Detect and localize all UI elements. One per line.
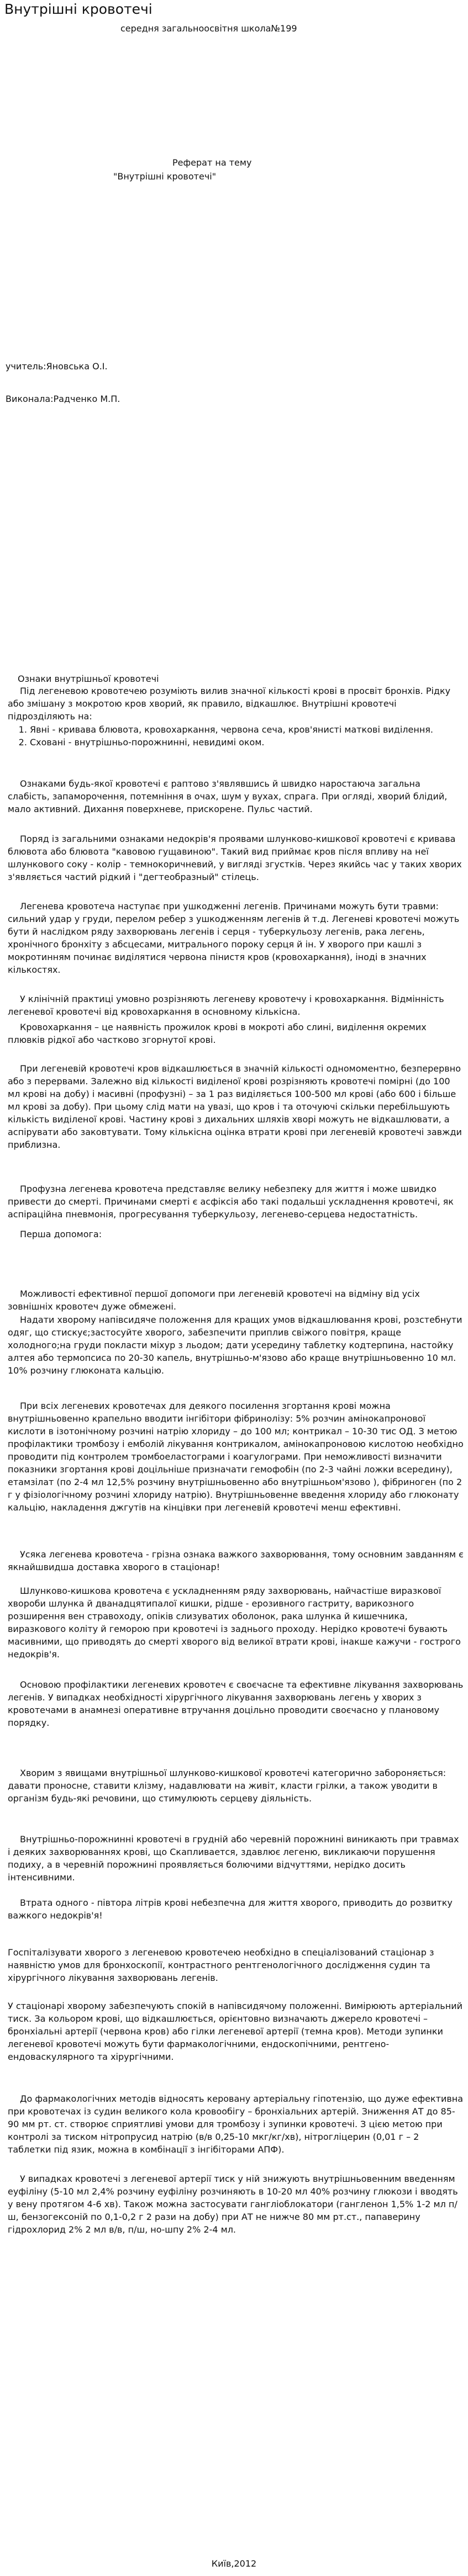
author-line: Виконала:Радченко М.П. <box>6 394 120 404</box>
essay-label: Реферат на тему <box>172 157 252 168</box>
paragraph: У випадках кровотечі з легеневої артерії тиск у ній знижують внутрішньовенним введенням еуфіліну (5-10 мл 2,4% розчину еуфіліну розчиняють в 10-20 мл 40% розчину глюкози і вводять у вену протягом 4-6 хв). Також можна застосувати гангліоблокатори (гангленон 1,5% 1-2 мл п/ш, бензогексоній по 0,1-0,2 г 2 рази на добу) при АТ не нижче 80 мм рт.ст., папаверину гідрохлорид 2% 2 мл в/в, п/ш, но-шпу 2% 2-4 мл. <box>8 2174 458 2235</box>
paragraph: Легенева кровотеча наступає при ушкодженні легенів. Причинами можуть бути травми: сильний удар у груди, перелом ребер з ушкодженням легенів й т.д. Легеневі кровотечі можуть бути й наслідком ряду захворювань легенів і серця - туберкульозу легенів, рака легень, хронічного бронхіту з абсцесами, митрального пороку серця й ін. У хворого при кашлі з мокротинням починає виділятися червона пінистя кров (кровохаркання), іноді в значних кількостях. <box>8 901 460 975</box>
paragraph: Втрата одного - півтора літрів крові небезпечна для життя хворого, приводить до розвитку важкого недокрів'я! <box>8 1897 453 1921</box>
paragraph: Внутрішньо-порожнинні кровотечі в грудній або черевній порожнині виникають при травмах і деяких захворюваннях крові, що Скапливается, здавлює легеню, викликаючи порушення подиху, а в черевній порожнині проявляється болючими відчуттями, нерідко досить інтенсивними. <box>8 1834 459 1883</box>
section-heading-signs: Ознаки внутрішньої кровотечі <box>18 674 159 684</box>
essay-topic: "Внутрішні кровотечі" <box>113 171 217 182</box>
document-title: Внутрішні кровотечі <box>4 1 153 17</box>
paragraph: При всіх легеневих кровотечах для деякого посилення згортання крові можна внутрішньовенно крапельно вводити інгібітори фібринолізу: 5% розчин амінокапронової кислоти в ізотонічному розчині натрію хлориду – до 100 мл; контрикал – 10-30 тис ОД. З метою профілактики тромбозу і емболій лікування контрикалом, амінокапроновою кислотою необхідно проводити під контролем тромбоеластограми і коагулограми. При неможливості визначити показники згортання крові доцільніше призначати гемофобін (по 2-3 чайні ложки всередину), етамзілат (по 2-4 мл 12,5% розчину внутрішньовенно або внутрішньом'язово ), фібриноген (по 2 г у фізіологічному розчині хлориду натрію). Внутрішньовенне введення хлориду або глюконату кальцію, накладення джгутів на кінцівки при легеневій кровотечі менш ефективні. <box>8 1401 464 1513</box>
paragraph: Профузна легенева кровотеча представляє велику небезпеку для життя і може швидко привести до смерті. Причинами смерті є асфіксія або такі подальші ускладнення кровотечі, як аспіраційна пневмонія, прогресування туберкульозу, легенево-серцева недостатність. <box>8 1184 454 1220</box>
paragraph: Під легеневою кровотечею розуміють вилив значної кількості крові в просвіт бронхів. Рідку або змішану з мокротою кров хворий, як правило, відкашлює. Внутрішні кровотечі підрозділяють на: <box>8 686 451 722</box>
paragraph: Шлунково-кишкова кровотеча є ускладненням ряду захворювань, найчастіше виразкової хвороби шлунка й дванадцятипалої кишки, рідше - ерозивного гастриту, варикозного розширення вен стравоходу, опіків слизуватих оболонок, рака шлунка й кишечника, виразкового коліту й геморою при кровотечі із заднього проходу. Нерідко кровотечі бувають масивними, що приводять до смерті хворого від великої втрати крові, інакше кажучи - гострого недокрів'я. <box>8 1586 461 1660</box>
school-name: середня загальноосвітня школа№199 <box>120 23 297 34</box>
paragraph: Госпіталізувати хворого з легеневою кровотечею необхідно в спеціалізований стаціонар з наявністю умов для бронхоскопії, контрастного рентгенологічного дослідження судин та хірургічного лікування захворювань легенів. <box>8 1947 434 1983</box>
list-item: 1. Явні - кривава блювота, кровохаркання, червона сеча, кров'янисті маткові виділення. <box>30 723 468 736</box>
bleeding-types-list <box>8 723 468 749</box>
paragraph: Можливості ефективної першої допомоги при легеневій кровотечі на відміну від усіх зовнішніх кровотеч дуже обмежені. <box>8 1289 420 1312</box>
teacher-line: учитель:Яновська О.І. <box>6 361 108 372</box>
section-heading-aid: Перша допомога: <box>20 1229 102 1239</box>
paragraph: Хворим з явищами внутрішньої шлунково-кишкової кровотечі категорично забороняється: давати проносне, ставити клізму, надавлювати на живіт, класти грілки, а також уводити в організм будь-які речовини, що стимулюють серцеву діяльність. <box>8 1768 446 1804</box>
paragraph: У клінічній практиці умовно розрізняють легеневу кровотечу і кровохаркання. Відмінність легеневої кровотечі від кровохаркання в основному кількісна. <box>8 994 444 1017</box>
paragraph: Поряд із загальними ознаками недокрів'я проявами шлунково-кишкової кровотечі є кривава блювота або блювота "кавовою гущавиною". Такий вид приймає кров після впливу на неї шлункового соку - колір - темнокоричневий, у вигляді згустків. Через якийсь час у таких хворих з'являється частий рідкий і "дегтеобразный" стілець. <box>8 834 462 882</box>
paragraph: Кровохаркання – це наявність прожилок крові в мокроті або слині, виділення окремих плювків рідкої або частково згорнутої крові. <box>8 1022 427 1045</box>
list-item: 2. Сховані - внутрішньо-порожнинні, невидимі оком. <box>30 736 468 749</box>
footer-city-year: Київ,2012 <box>211 2558 257 2569</box>
paragraph: До фармакологічних методів відносять керовану артеріальну гіпотензію, що дуже ефективна при кровотечах із судин великого кола кровообігу – бронхіальних артерій. Зниження АТ до 85-90 мм рт. ст. створює сприятливі умови для тромбозу і зупинки кровотечі. З цією метою при контролі за тиском нітропрусид натрію (в/в 0,25-10 мкг/кг/хв), нітрогліцерин (0,01 г – 2 таблетки під язик, можна в комбінації з інгібіторами АПФ). <box>8 2093 464 2155</box>
paragraph: У стаціонарі хворому забезпечують спокій в напівсидячому положенні. Вимірюють артеріальний тиск. За кольором крові, що відкашлюється, орієнтовно визначають джерело кровотечі – бронхіальні артерії (червона кров) або гілки легеневої артерії (темна кров). Методи зупинки легеневої кровотечі можуть бути фармакологічними, ендоскопічними, рентгено-ендоваскулярного та хірургічними. <box>8 2001 462 2062</box>
paragraph: Усяка легенева кровотеча - грізна ознака важкого захворювання, тому основним завданням є якнайшвидша доставка хворого в стаціонар! <box>8 1549 464 1572</box>
paragraph: Ознаками будь-якої кровотечі є раптово з'являвшись й швидко наростаюча загальна слабість, запаморочення, потемніння в очах, шум у вухах, спрага. При огляді, хворий блідий, мало активний. Дихання поверхневе, прискорене. Пульс частий. <box>8 778 448 814</box>
paragraph: Надати хворому напівсидяче положення для кращих умов відкашлювання крові, розстебнути одяг, що стискує;застосуйте хворого, забезпечити приплив свіжого повітря, краще холодного;на груди покласти міхур з льодом; дати усередину таблетку кодтерпина, настойку алтея або термопсиса по 20-30 капель, внутрішньо-м'язово або краще внутрішньовенно 10 мл. 10% розчину глюконата кальцію. <box>8 1314 462 1376</box>
paragraph: При легеневій кровотечі кров відкашлюється в значній кількості одномоментно, безперервно або з перервами. Залежно від кількості виділеної крові розрізняють кровотечі помірні (до 100 мл крові на добу) і масивні (профузні) – за 1 раз виділяється 100-500 мл крові (або 600 і більше мл крові за добу). При цьому слід мати на увазі, що кров і та оточуючі скільки перебільшують кількість виділеної крові. Частину крові з дихальних шляхів хворі можуть не відкашлювати, а аспірувати або заковтувати. Тому кількісна оцінка втрати крові при легеневій кровотечі завжди приблизна. <box>8 1063 462 1150</box>
paragraph: Основою профілактики легеневих кровотеч є своєчасне та ефективне лікування захворювань легенів. У випадках необхідності хірургічного лікування захворювань легень у хворих з кровотечами в анамнезі оперативне втручання доцільно проводити своєчасно у плановому порядку. <box>8 1679 464 1728</box>
